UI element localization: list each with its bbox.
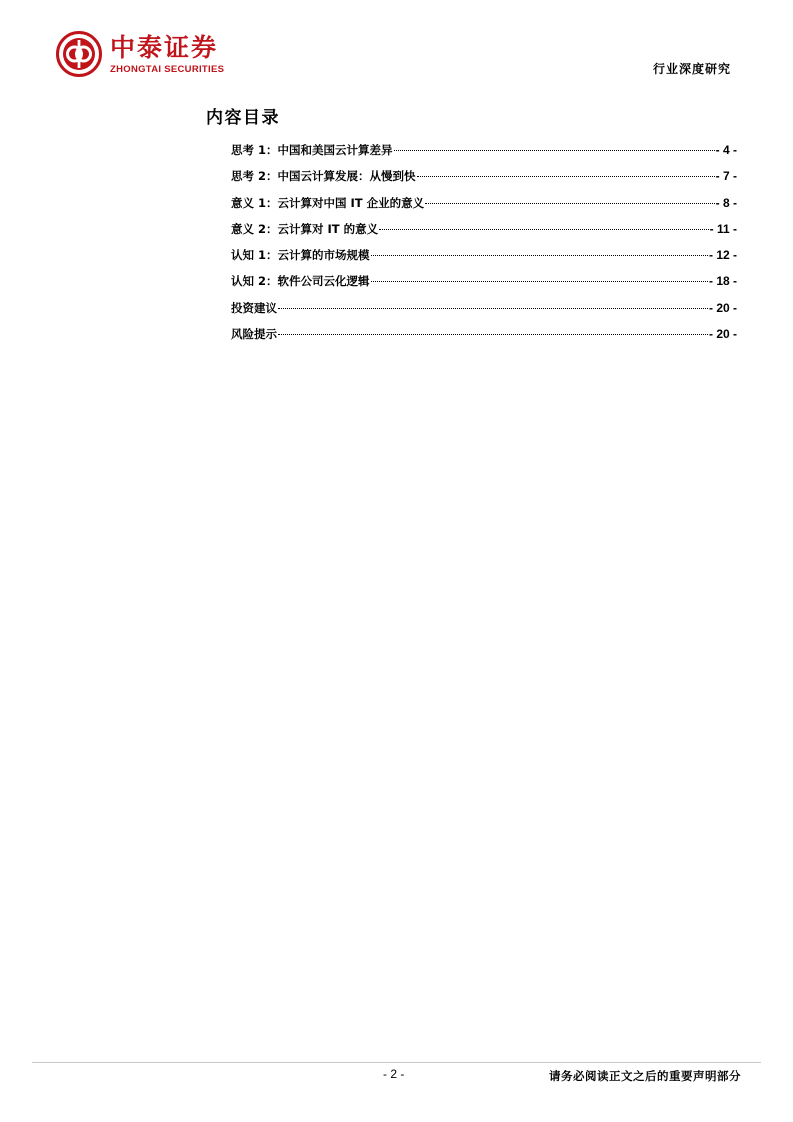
logo-english-name: ZHONGTAI SECURITIES (110, 63, 225, 75)
toc-entry[interactable] (231, 168, 737, 194)
toc-entry[interactable] (231, 247, 737, 273)
company-logo (56, 30, 224, 78)
toc-entry-page: - 20 - (708, 327, 737, 342)
toc-heading: 内容目录 (206, 108, 280, 128)
report-type-label: 行业深度研究 (652, 62, 731, 76)
toc-dot-leader (379, 229, 709, 230)
toc-entry-page: - 12 - (708, 248, 737, 263)
toc-entry-page: - 7 - (715, 169, 737, 184)
table-of-contents (231, 142, 737, 352)
footer-disclaimer: 请务必阅读正文之后的重要声明部分 (549, 1069, 741, 1083)
toc-entry-title: 思考 2：中国云计算发展：从慢到快 (231, 169, 416, 184)
footer-divider (32, 1062, 761, 1063)
toc-entry[interactable] (231, 273, 737, 299)
toc-entry-title: 风险提示 (231, 327, 277, 342)
toc-entry-title: 意义 2：云计算对 IT 的意义 (231, 221, 379, 236)
toc-entry[interactable] (231, 221, 737, 247)
toc-dot-leader (417, 176, 715, 177)
toc-dot-leader (371, 255, 708, 256)
logo-chinese-name: 中泰证券 (110, 32, 219, 62)
toc-dot-leader (278, 334, 708, 335)
toc-entry[interactable] (231, 142, 737, 168)
toc-entry-title: 投资建议 (231, 300, 277, 315)
toc-dot-leader (425, 203, 715, 204)
toc-entry-page: - 8 - (715, 195, 737, 210)
toc-entry[interactable] (231, 300, 737, 326)
page-number: - 2 - (383, 1067, 405, 1081)
toc-entry-page: - 18 - (708, 274, 737, 289)
toc-entry-title: 认知 1：云计算的市场规模 (231, 248, 370, 263)
toc-entry-page: - 4 - (715, 143, 737, 157)
toc-dot-leader (278, 308, 708, 309)
zhongtai-logo-icon (56, 31, 102, 77)
toc-entry-page: - 11 - (709, 221, 737, 236)
toc-entry-page: - 20 - (708, 300, 737, 315)
toc-entry-title: 意义 1：云计算对中国 IT 企业的意义 (231, 195, 425, 210)
toc-dot-leader (371, 281, 708, 282)
toc-entry[interactable] (231, 326, 737, 352)
toc-entry[interactable] (231, 195, 737, 221)
toc-entry-title: 思考 1：中国和美国云计算差异 (231, 143, 393, 157)
toc-dot-leader (394, 150, 715, 151)
toc-entry-title: 认知 2：软件公司云化逻辑 (231, 274, 370, 289)
